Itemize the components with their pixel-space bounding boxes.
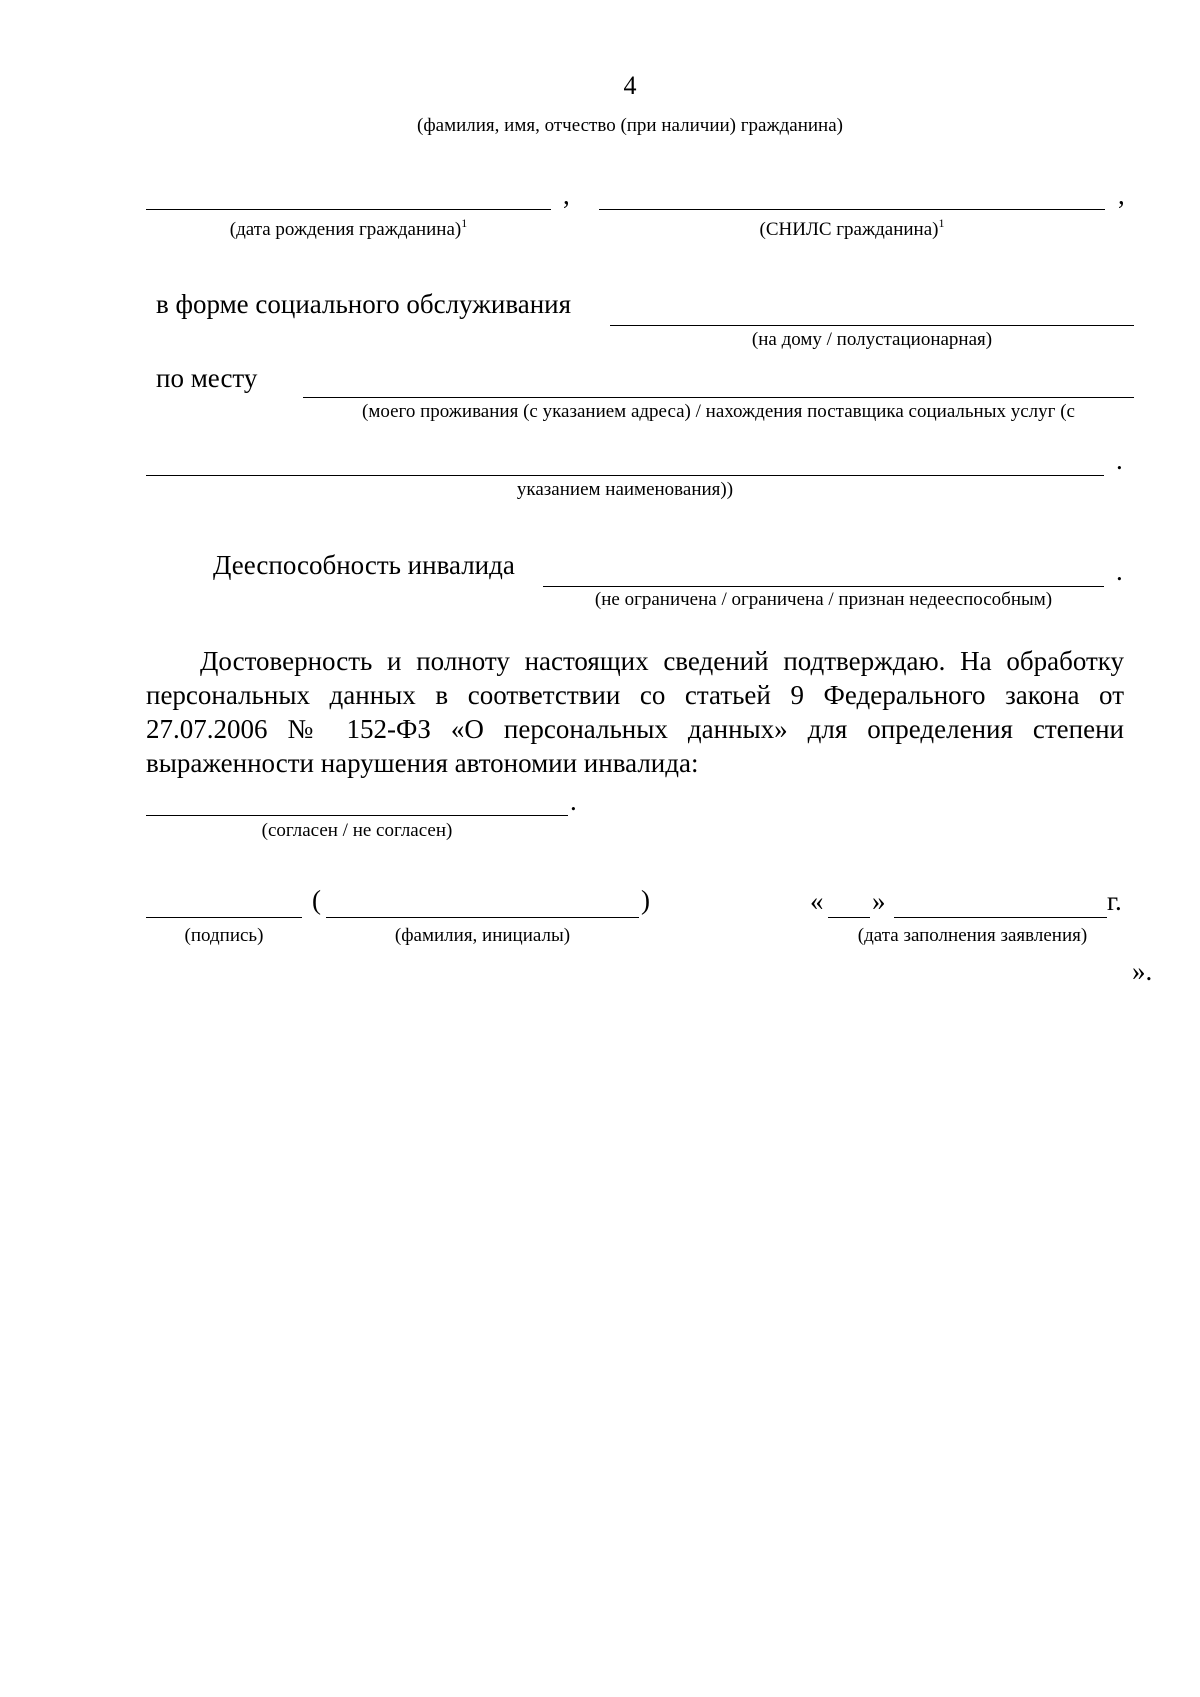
place-label: по месту	[156, 363, 258, 393]
consent-paragraph: Достоверность и полноту настоящих сведений подтверждаю. На обработку персональных данных в соответствии со статьей 9 Федерального закона от 27.07.2006 № 152-ФЗ «О персональных данных» для определения степени выраженности нарушения автономии инвалида:	[146, 646, 1124, 778]
day-field[interactable]	[828, 917, 870, 918]
service-form-label: в форме социального обслуживания	[156, 289, 572, 319]
place-caption-1: (моего проживания (с указанием адреса) / нахождения поставщика социальных услуг (с	[362, 401, 1075, 422]
place-field-1[interactable]	[303, 397, 1134, 398]
consent-caption: (согласен / не согласен)	[261, 820, 453, 841]
paren-open: (	[312, 885, 321, 915]
comma-2: ,	[1118, 180, 1125, 210]
snils-caption: (СНИЛС гражданина)$^1$	[759, 216, 945, 240]
service-form-caption: (на дому / полустационарная)	[751, 329, 993, 350]
closing-quote: ».	[1132, 956, 1153, 986]
quote-open: «	[810, 886, 824, 916]
initials-field[interactable]	[326, 917, 639, 918]
initials-caption: (фамилия, инициалы)	[394, 925, 571, 946]
capacity-caption: (не ограничена / ограничена / признан недееспособным)	[594, 589, 1053, 610]
capacity-label: Дееспособность инвалида	[213, 550, 515, 580]
capacity-field[interactable]	[543, 586, 1104, 587]
paren-close: )	[641, 885, 650, 915]
fio-caption: (фамилия, имя, отчество (при наличии) гражданина)	[417, 115, 843, 136]
capacity-period: .	[1116, 556, 1123, 586]
month-year-field[interactable]	[894, 917, 1107, 918]
place-caption-2: указанием наименования))	[516, 479, 734, 500]
consent-field[interactable]	[146, 815, 568, 816]
quote-close: »	[872, 886, 886, 916]
consent-period: .	[570, 786, 577, 816]
birth-date-caption: (дата рождения гражданина)$^1$	[229, 216, 468, 240]
signature-caption: (подпись)	[184, 925, 264, 946]
snils-field[interactable]	[599, 209, 1105, 210]
year-suffix: г.	[1107, 886, 1122, 916]
birth-date-field[interactable]	[146, 209, 551, 210]
service-form-field[interactable]	[610, 325, 1134, 326]
place-period: .	[1116, 445, 1123, 475]
comma-1: ,	[563, 180, 570, 210]
fill-date-caption: (дата заполнения заявления)	[857, 925, 1088, 946]
page-number: 4	[623, 71, 637, 100]
signature-field[interactable]	[146, 917, 302, 918]
place-field-2[interactable]	[146, 475, 1104, 476]
